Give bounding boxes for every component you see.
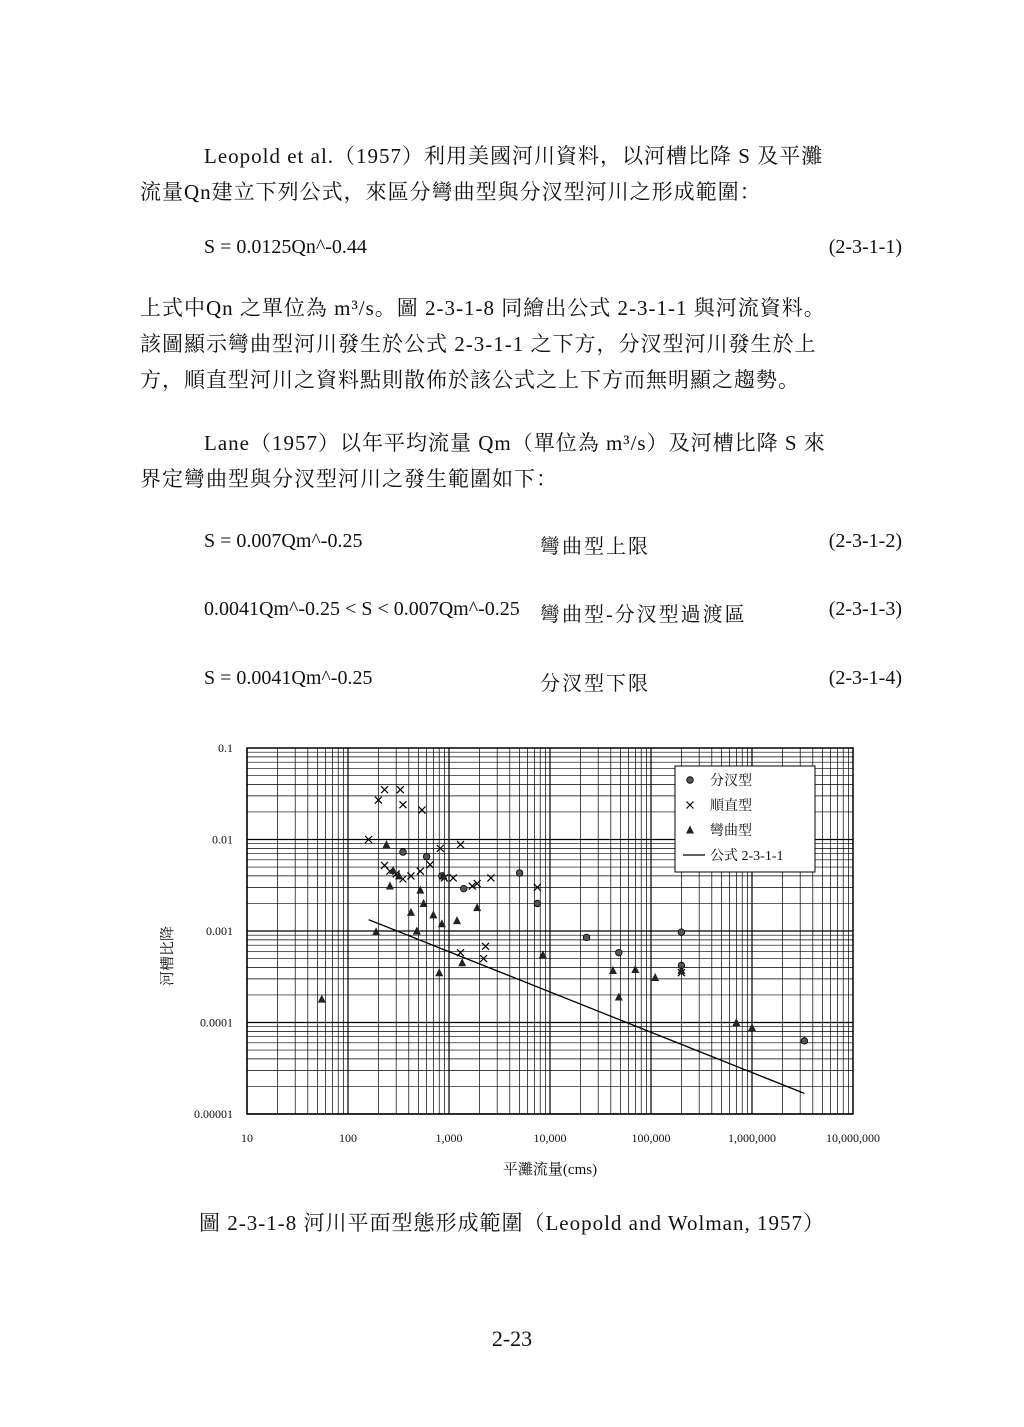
data-point-cross [397, 786, 404, 793]
data-point-triangle [318, 995, 326, 1003]
equation-number-2: (2-3-1-2) [828, 530, 902, 552]
data-point-dot [423, 853, 430, 860]
data-point-cross [418, 807, 425, 814]
data-point-dot [583, 934, 590, 941]
data-point-triangle [429, 910, 437, 918]
paragraph-3-line-2: 界定彎曲型與分汊型河川之發生範圍如下： [140, 467, 558, 491]
legend-label: 彎曲型 [710, 824, 752, 839]
equation-label-4: 分汊型下限 [540, 673, 650, 695]
equation-2-3-1-1: S = 0.0125Qn^-0.44 [204, 236, 367, 258]
equation-label-3: 彎曲型-分汊型過渡區 [540, 604, 747, 626]
equation-number-3: (2-3-1-3) [828, 598, 902, 620]
data-point-dot [616, 949, 623, 956]
formula-line [369, 920, 805, 1094]
equation-number-4: (2-3-1-4) [828, 667, 902, 689]
y-tick-label: 0.0001 [200, 1015, 233, 1030]
paragraph-1-line-2: 流量Qn建立下列公式，來區分彎曲型與分汊型河川之形成範圍： [140, 180, 762, 204]
y-axis-label: 河槽比降 [160, 925, 176, 987]
paragraph-2-line-3: 方，順直型河川之資料點則散佈於該公式之上下方而無明顯之趨勢。 [140, 368, 800, 392]
y-tick-label: 0.1 [218, 741, 233, 755]
data-point-triangle [382, 840, 390, 848]
data-point-triangle [651, 973, 659, 981]
data-point-cross [457, 949, 464, 956]
data-point-cross [450, 874, 457, 881]
x-axis-label: 平灘流量(cms) [502, 1162, 598, 1178]
x-tick-label: 10,000,000 [826, 1131, 880, 1145]
equation-number-1: (2-3-1-1) [828, 236, 902, 258]
data-point-triangle [631, 965, 639, 973]
paragraph-1-line-1: Leopold et al.（1957）利用美國河川資料，以河槽比降 S 及平灘 [204, 144, 824, 168]
data-point-cross [482, 943, 489, 950]
x-tick-label: 10 [241, 1131, 253, 1145]
data-point-triangle [386, 882, 394, 890]
y-tick-label: 0.00001 [194, 1107, 233, 1121]
equation-label-2: 彎曲型上限 [540, 536, 650, 558]
paragraph-3-line-1: Lane（1957）以年平均流量 Qm（單位為 m³/s）及河槽比降 S 來 [204, 431, 826, 455]
legend-label: 順直型 [710, 799, 752, 814]
x-tick-label: 1,000 [435, 1131, 463, 1145]
data-point-cross [457, 841, 464, 848]
data-point-triangle [416, 886, 424, 894]
data-point-cross [417, 868, 424, 875]
data-point-triangle [435, 968, 443, 976]
legend-label: 公式 2-3-1-1 [710, 849, 784, 864]
paragraph-2-line-1: 上式中Qn 之單位為 m³/s。圖 2-3-1-8 同繪出公式 2-3-1-1 與河流資料。 [140, 296, 826, 320]
equation-2-3-1-2: S = 0.007Qm^-0.25 [204, 530, 363, 552]
paragraph-2-line-2: 該圖顯示彎曲型河川發生於公式 2-3-1-1 之下方，分汊型河川發生於上 [140, 332, 817, 356]
data-point-dot [460, 885, 467, 892]
x-tick-label: 100 [339, 1131, 357, 1145]
data-point-dot [516, 870, 523, 877]
data-point-dot [801, 1038, 808, 1045]
data-point-cross [381, 786, 388, 793]
x-tick-label: 100,000 [631, 1131, 671, 1145]
figure-caption: 圖 2-3-1-8 河川平面型態形成範圍（Leopold and Wolman, 1957） [198, 1211, 826, 1235]
y-tick-label: 0.01 [212, 832, 233, 847]
data-point-triangle [615, 992, 623, 1000]
data-point-triangle [473, 903, 481, 911]
legend-swatch-dot [687, 777, 694, 784]
data-point-dot [534, 900, 541, 907]
data-point-triangle [407, 908, 415, 916]
y-tick-label: 0.001 [206, 924, 233, 938]
data-point-triangle [458, 958, 466, 966]
slope-discharge-chart [160, 738, 900, 1188]
legend-label: 分汊型 [710, 774, 752, 789]
data-point-triangle [748, 1023, 756, 1031]
data-point-cross [399, 801, 406, 808]
x-tick-label: 10,000 [533, 1131, 567, 1145]
equation-2-3-1-3: 0.0041Qm^-0.25 < S < 0.007Qm^-0.25 [204, 598, 520, 620]
data-point-dot [678, 929, 685, 936]
data-point-dot [400, 849, 407, 856]
x-tick-label: 1,000,000 [728, 1131, 776, 1145]
data-point-cross [487, 874, 494, 881]
equation-2-3-1-4: S = 0.0041Qm^-0.25 [204, 667, 373, 689]
page-number: 2-23 [491, 1326, 533, 1351]
data-point-triangle [453, 916, 461, 924]
